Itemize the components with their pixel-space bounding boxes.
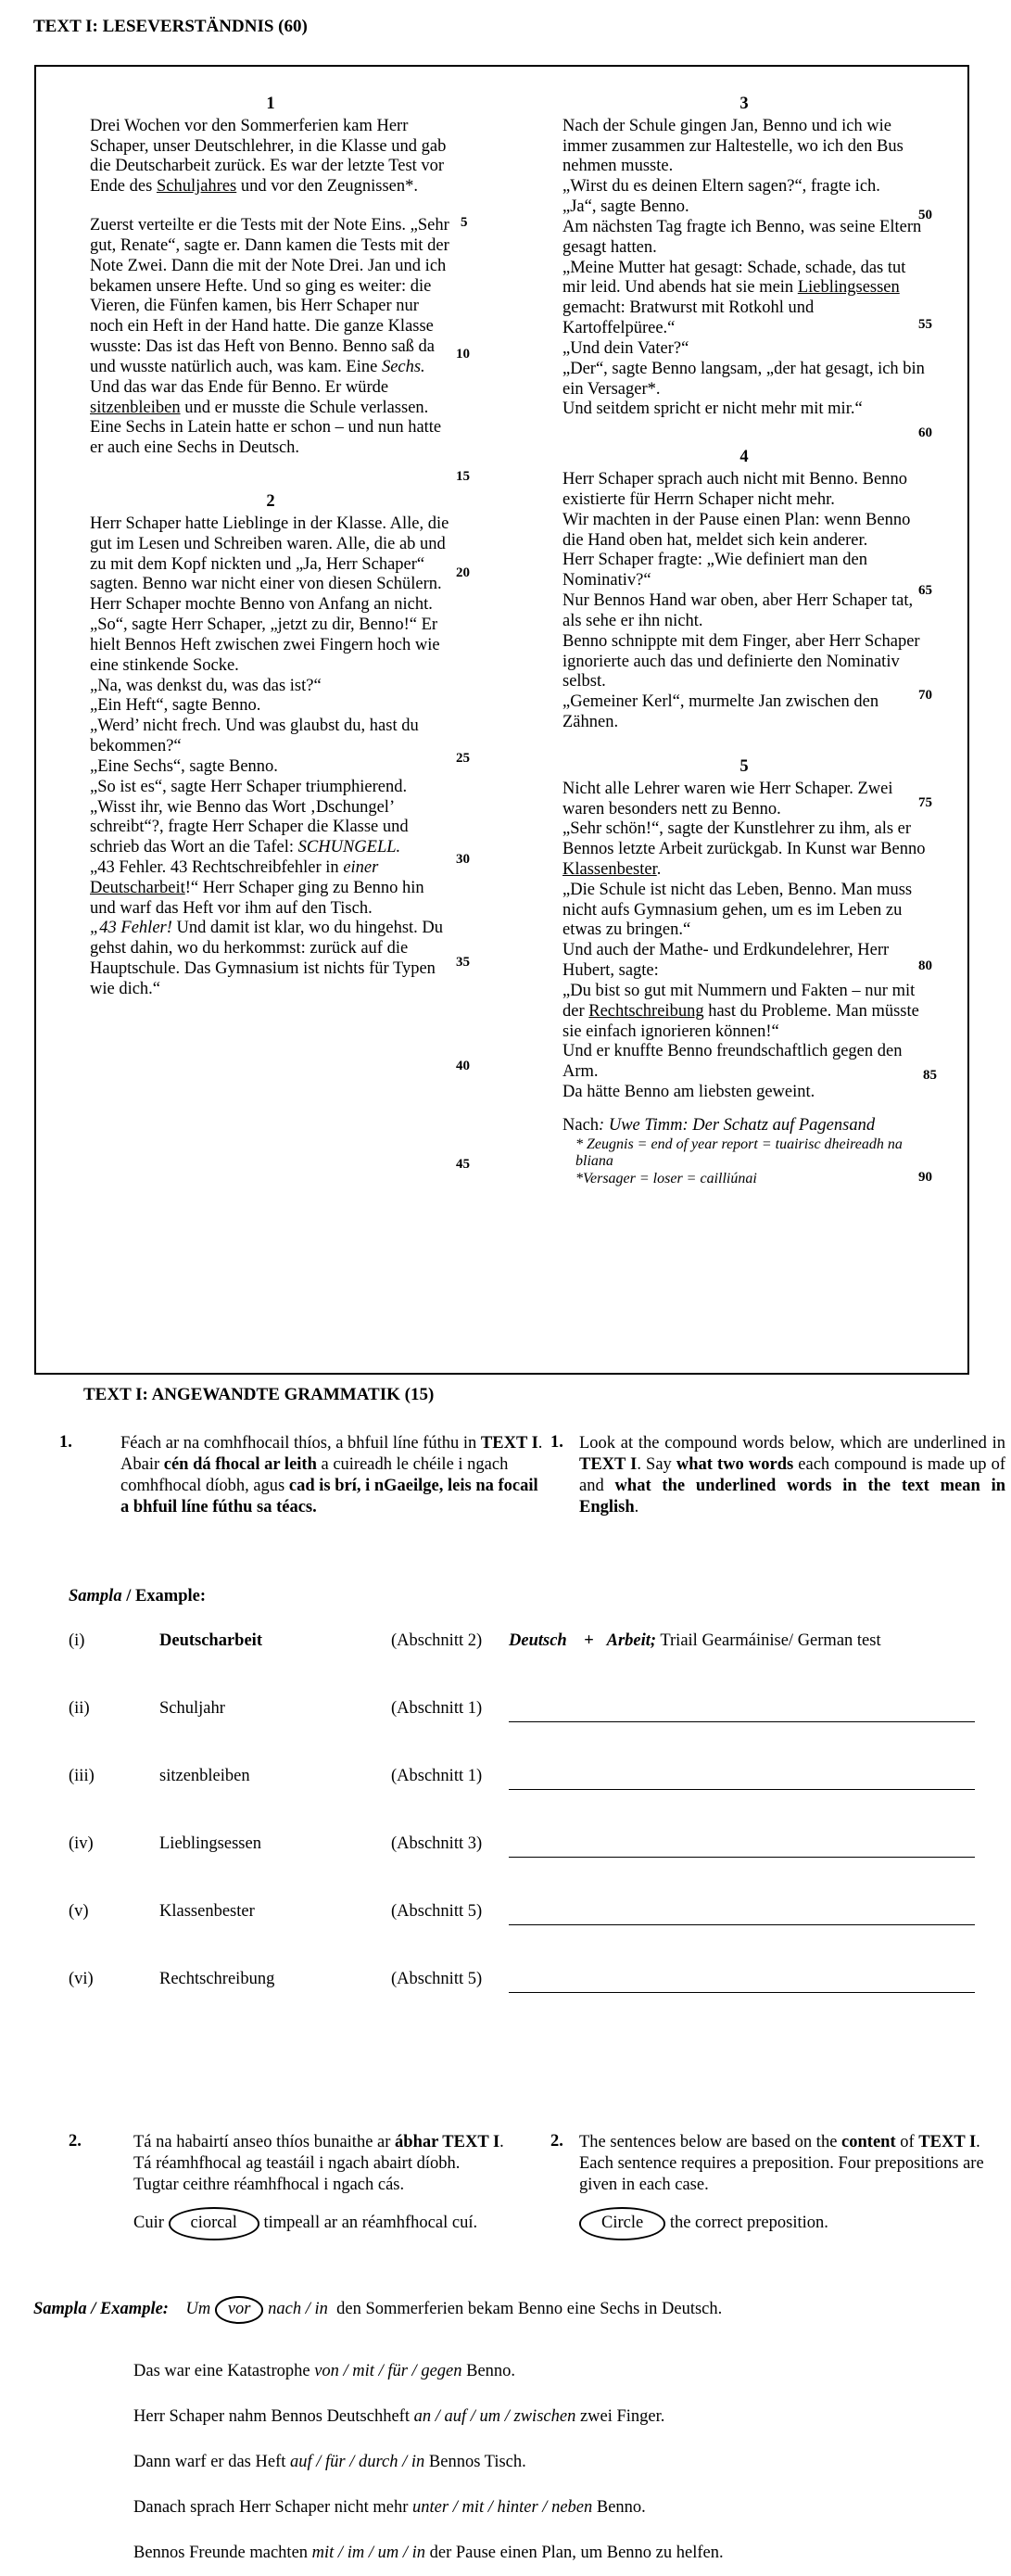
paragraph: Da hätte Benno am liebsten geweint.	[562, 1083, 815, 1102]
question-1-number: 1.	[59, 1433, 72, 1452]
example-label: Sampla / Example:	[69, 1587, 207, 1605]
section-number: 5	[739, 756, 749, 776]
line-number: 20	[456, 565, 470, 580]
paragraph: „43 Fehler. 43 Rechtschreibfehler in einer Deutscharbeit!“ Herr Schaper ging zu Benno hin und warf das Heft vor ihm auf den Tisch.	[90, 857, 424, 918]
example-answer: Deutsch + Arbeit; Triail Gearmáinise/ German test	[509, 1631, 881, 1650]
paragraph: Am nächsten Tag fragte ich Benno, was seine Eltern gesagt hatten.	[562, 217, 922, 257]
line-number: 55	[918, 317, 932, 332]
section-ref: (Abschnitt 2)	[391, 1631, 483, 1650]
preposition-options[interactable]: mit / im / um / in	[311, 2544, 425, 2562]
question-2-irish-instructions: Tá na habairtí anseo thíos bunaithe ar ábhar TEXT I. Tá réamhfhocal ag teastáil i ngach abairt díobh. Tugtar ceithre réamhfhocal i ngach cás. Cuir ciorcal timpeall ar an réamhfhocal cuí.	[133, 2132, 504, 2240]
reading-text-box	[34, 65, 969, 1375]
paragraph: „Ja“, sagte Benno.	[562, 197, 689, 217]
section-ref: (Abschnitt 1)	[391, 1767, 483, 1785]
preposition-sentence: Danach sprach Herr Schaper nicht mehr unter / mit / hinter / neben Benno.	[133, 2498, 646, 2517]
line-number: 10	[456, 347, 470, 362]
compound-row	[69, 1834, 995, 1860]
section-3	[562, 95, 926, 420]
preposition-sentence: Das war eine Katastrophe von / mit / für / gegen Benno.	[133, 2362, 516, 2380]
paragraph: „Ein Heft“, sagte Benno.	[90, 696, 261, 716]
line-number: 75	[918, 795, 932, 810]
footnote: * Zeugnis = end of year report = tuairisc dheireadh na bliana	[575, 1136, 903, 1170]
paragraph: „43 Fehler! Und damit ist klar, wo du hingehst. Du gehst dahin, wo du herkommst: zurück auf die Hauptschule. Das Gymnasium ist nichts für Typen wie dich.“	[90, 919, 444, 998]
answer-line[interactable]	[509, 1857, 975, 1858]
paragraph: „Na, was denkst du, was das ist?“	[90, 676, 322, 695]
line-number: 80	[918, 958, 932, 973]
line-number: 85	[923, 1068, 937, 1083]
line-number: 15	[456, 469, 470, 484]
paragraph: Drei Wochen vor den Sommerferien kam Herr Schaper, unser Deutschlehrer, in die Klasse und gab die Deutscharbeit zurück. Es war der letzte Test vor Ende des Schuljahres und vor den Zeugnissen*.	[90, 116, 447, 197]
line-number: 50	[918, 208, 932, 222]
paragraph: „Sehr schön!“, sagte der Kunstlehrer zu ihm, als er Bennos letzte Arbeit zurückgab. In Kunst war Benno Klassenbester.	[562, 819, 926, 879]
compound-word: Deutscharbeit	[159, 1631, 262, 1650]
line-number: 5	[461, 215, 468, 230]
section-4	[562, 448, 926, 733]
preposition-options[interactable]: an / auf / um / zwischen	[413, 2407, 576, 2426]
line-number: 35	[456, 955, 470, 970]
paragraph: Nicht alle Lehrer waren wie Herr Schaper. Zwei waren besonders nett zu Benno.	[562, 779, 893, 818]
line-number: 65	[918, 583, 932, 598]
section-number: 3	[739, 95, 749, 113]
compound-word: Lieblingsessen	[159, 1834, 261, 1853]
paragraph: „Die Schule ist nicht das Leben, Benno. Man muss nicht aufs Gymnasium gehen, um es im Leben zu etwas zu bringen.“	[562, 880, 913, 940]
question-1-irish-instructions: Féach ar na comhfhocail thíos, a bhfuil líne fúthu in TEXT I. Abair cén dá fhocal ar leith a cuireadh le chéile i ngach comhfhocal díobh, agus cad is brí, i nGaeilge, leis na focail a bhfuil líne fúthu sa téacs.	[120, 1434, 543, 1517]
answer-line[interactable]	[509, 1721, 975, 1722]
compound-row	[69, 1767, 995, 1793]
answer-line[interactable]	[509, 1992, 975, 1993]
paragraph: Nach der Schule gingen Jan, Benno und ich wie immer zusammen zur Haltestelle, wo ich den Bus nehmen musste.	[562, 116, 904, 176]
source-citation: Nach: Uwe Timm: Der Schatz auf Pagensand	[562, 1115, 876, 1135]
footnote: *Versager = loser = cailliúnai	[575, 1170, 757, 1186]
question-2-number-en: 2.	[550, 2132, 563, 2151]
row-number: (ii)	[69, 1699, 90, 1718]
preposition-options[interactable]: auf / für / durch / in	[290, 2453, 425, 2471]
row-number: (i)	[69, 1631, 85, 1650]
answer-line[interactable]	[509, 1924, 975, 1925]
preposition-options[interactable]: von / mit / für / gegen	[314, 2362, 462, 2380]
paragraph: „So“, sagte Herr Schaper, „jetzt zu dir, Benno!“ Er hielt Bennos Heft zwischen zwei Fingern hoch wie eine stinkende Socke.	[90, 615, 440, 675]
question-2-english-instructions: The sentences below are based on the content of TEXT I. Each sentence requires a preposition. Four prepositions are given in each case. Circle the correct preposition.	[579, 2132, 1005, 2240]
circle-oval: Circle	[579, 2207, 665, 2240]
question-2-number: 2.	[69, 2132, 82, 2151]
answer-line[interactable]	[509, 1789, 975, 1790]
paragraph: „Werd’ nicht frech. Und was glaubst du, hast du bekommen?“	[90, 717, 419, 756]
row-number: (vi)	[69, 1970, 94, 1988]
section-number: 2	[266, 492, 275, 512]
paragraph: „Du bist so gut mit Nummern und Fakten – nur mit der Rechtschreibung hast du Probleme. Man müsste sie einfach ignorieren können!“	[562, 981, 919, 1041]
paragraph: „Eine Sechs“, sagte Benno.	[90, 756, 278, 776]
paragraph: „So ist es“, sagte Herr Schaper triumphierend. „Wisst ihr, wie Benno das Wort ‚Dschungel’ schreibt“?, fragte Herr Schaper die Klasse und schrieb das Wort an die Tafel: SCHUNGELL.	[90, 777, 409, 857]
paragraph: „Der“, sagte Benno langsam, „der hat gesagt, ich bin ein Versager*.	[562, 359, 925, 399]
preposition-options[interactable]: unter / mit / hinter / neben	[412, 2498, 593, 2517]
text-column-right	[562, 95, 926, 1208]
paragraph: „Gemeiner Kerl“, murmelte Jan zwischen den Zähnen.	[562, 692, 879, 732]
section-ref: (Abschnitt 5)	[391, 1970, 483, 1988]
preposition-sentence: Bennos Freunde machten mit / im / um / in der Pause einen Plan, um Benno zu helfen.	[133, 2544, 724, 2562]
paragraph: Und seitdem spricht er nicht mehr mit mir.“	[562, 400, 863, 419]
section-5	[562, 757, 926, 1187]
circle-oval: ciorcal	[169, 2207, 259, 2240]
preposition-sentence: Herr Schaper nahm Bennos Deutschheft an / auf / um / zwischen zwei Finger.	[133, 2407, 665, 2426]
compound-row	[69, 1699, 995, 1725]
paragraph: „Wirst du es deinen Eltern sagen?“, fragte ich.	[562, 177, 880, 197]
section-number: 1	[266, 95, 275, 113]
compound-word: Klassenbester	[159, 1902, 255, 1921]
line-number: 70	[918, 688, 932, 703]
selected-preposition: vor	[215, 2296, 264, 2324]
line-number: 25	[456, 751, 470, 766]
paragraph: Und auch der Mathe- und Erdkundelehrer, Herr Hubert, sagte:	[562, 941, 890, 981]
line-number: 90	[918, 1170, 932, 1185]
paragraph: „Meine Mutter hat gesagt: Schade, schade, das tut mir leid. Und abends hat sie mein Lieblingsessen gemacht: Bratwurst mit Rotkohl und Kartoffelpüree.“	[562, 258, 906, 338]
paragraph: Nur Bennos Hand war oben, aber Herr Schaper tat, als sehe er ihn nicht.	[562, 591, 914, 630]
section-ref: (Abschnitt 3)	[391, 1834, 483, 1853]
grammar-title: TEXT I: ANGEWANDTE GRAMMATIK (15)	[83, 1385, 435, 1404]
question-1-english-instructions: Look at the compound words below, which are underlined in TEXT I. Say what two words each compound is made up of and what the underlined words in the text mean in English.	[579, 1434, 1006, 1517]
paragraph: Benno schnippte mit dem Finger, aber Herr Schaper ignorierte auch das und definierte den Nominativ selbst.	[562, 631, 920, 692]
paragraph: Zuerst verteilte er die Tests mit der Note Eins. „Sehr gut, Renate“, sagte er. Dann kamen die Tests mit der Note Zwei. Dann die mit der Note Drei. Jan und ich bekamen unsere Hefte. Und so ging es weiter: die Vieren, die Fünfen kamen, bis Herr Schaper nur noch ein Heft in der Hand hatte. Die ganze Klasse wusste: Das ist das Heft von Benno. Benno saß da und wusste natürlich auch, was kam. Eine Sechs.	[90, 216, 449, 376]
compound-word: Rechtschreibung	[159, 1970, 275, 1988]
section-ref: (Abschnitt 5)	[391, 1902, 483, 1921]
paragraph: Wir machten in der Pause einen Plan: wenn Benno die Hand oben hat, meldet sich kein anderer.	[562, 510, 911, 550]
paragraph: „Und dein Vater?“	[562, 338, 689, 358]
preposition-sentence: Dann warf er das Heft auf / für / durch / in Bennos Tisch.	[133, 2453, 526, 2471]
compound-word: Schuljahr	[159, 1699, 225, 1718]
row-number: (iv)	[69, 1834, 94, 1853]
paragraph: Und das war das Ende für Benno. Er würde sitzenbleiben und er musste die Schule verlassen. Eine Sechs in Latein hatte er schon – und nun hatte er auch eine Sechs in Deutsch.	[90, 377, 442, 458]
example-sentence: Sampla / Example: Um vor nach / in den Sommerferien bekam Benno eine Sechs in Deutsch.	[33, 2296, 722, 2324]
line-number: 30	[456, 852, 470, 867]
reading-title: TEXT I: LESEVERSTÄNDNIS (60)	[33, 17, 308, 36]
row-number: (v)	[69, 1902, 89, 1921]
text-column-left	[90, 95, 451, 1021]
section-number: 4	[739, 448, 749, 467]
section-1	[90, 95, 451, 459]
row-number: (iii)	[69, 1767, 95, 1785]
paragraph: Und er knuffte Benno freundschaftlich gegen den Arm.	[562, 1042, 903, 1082]
question-1-number-en: 1.	[550, 1433, 563, 1452]
line-number: 45	[456, 1157, 470, 1172]
compound-row	[69, 1970, 995, 1996]
compound-word: sitzenbleiben	[159, 1767, 250, 1785]
paragraph: Herr Schaper fragte: „Wie definiert man den Nominativ?“	[562, 551, 868, 590]
line-number: 40	[456, 1059, 470, 1073]
compound-row	[69, 1902, 995, 1928]
line-number: 60	[918, 425, 932, 440]
compound-row	[69, 1631, 995, 1657]
paragraph: Herr Schaper hatte Lieblinge in der Klasse. Alle, die gut im Lesen und Schreiben waren. Alle, die ab und zu mit dem Kopf nickten und „Ja, Herr Schaper“ sagten. Benno war nicht einer von diesen Schülern. Herr Schaper mochte Benno von Anfang an nicht.	[90, 514, 449, 615]
section-2	[90, 492, 451, 1000]
section-ref: (Abschnitt 1)	[391, 1699, 483, 1718]
paragraph: Herr Schaper sprach auch nicht mit Benno. Benno existierte für Herrn Schaper nicht mehr.	[562, 470, 907, 509]
